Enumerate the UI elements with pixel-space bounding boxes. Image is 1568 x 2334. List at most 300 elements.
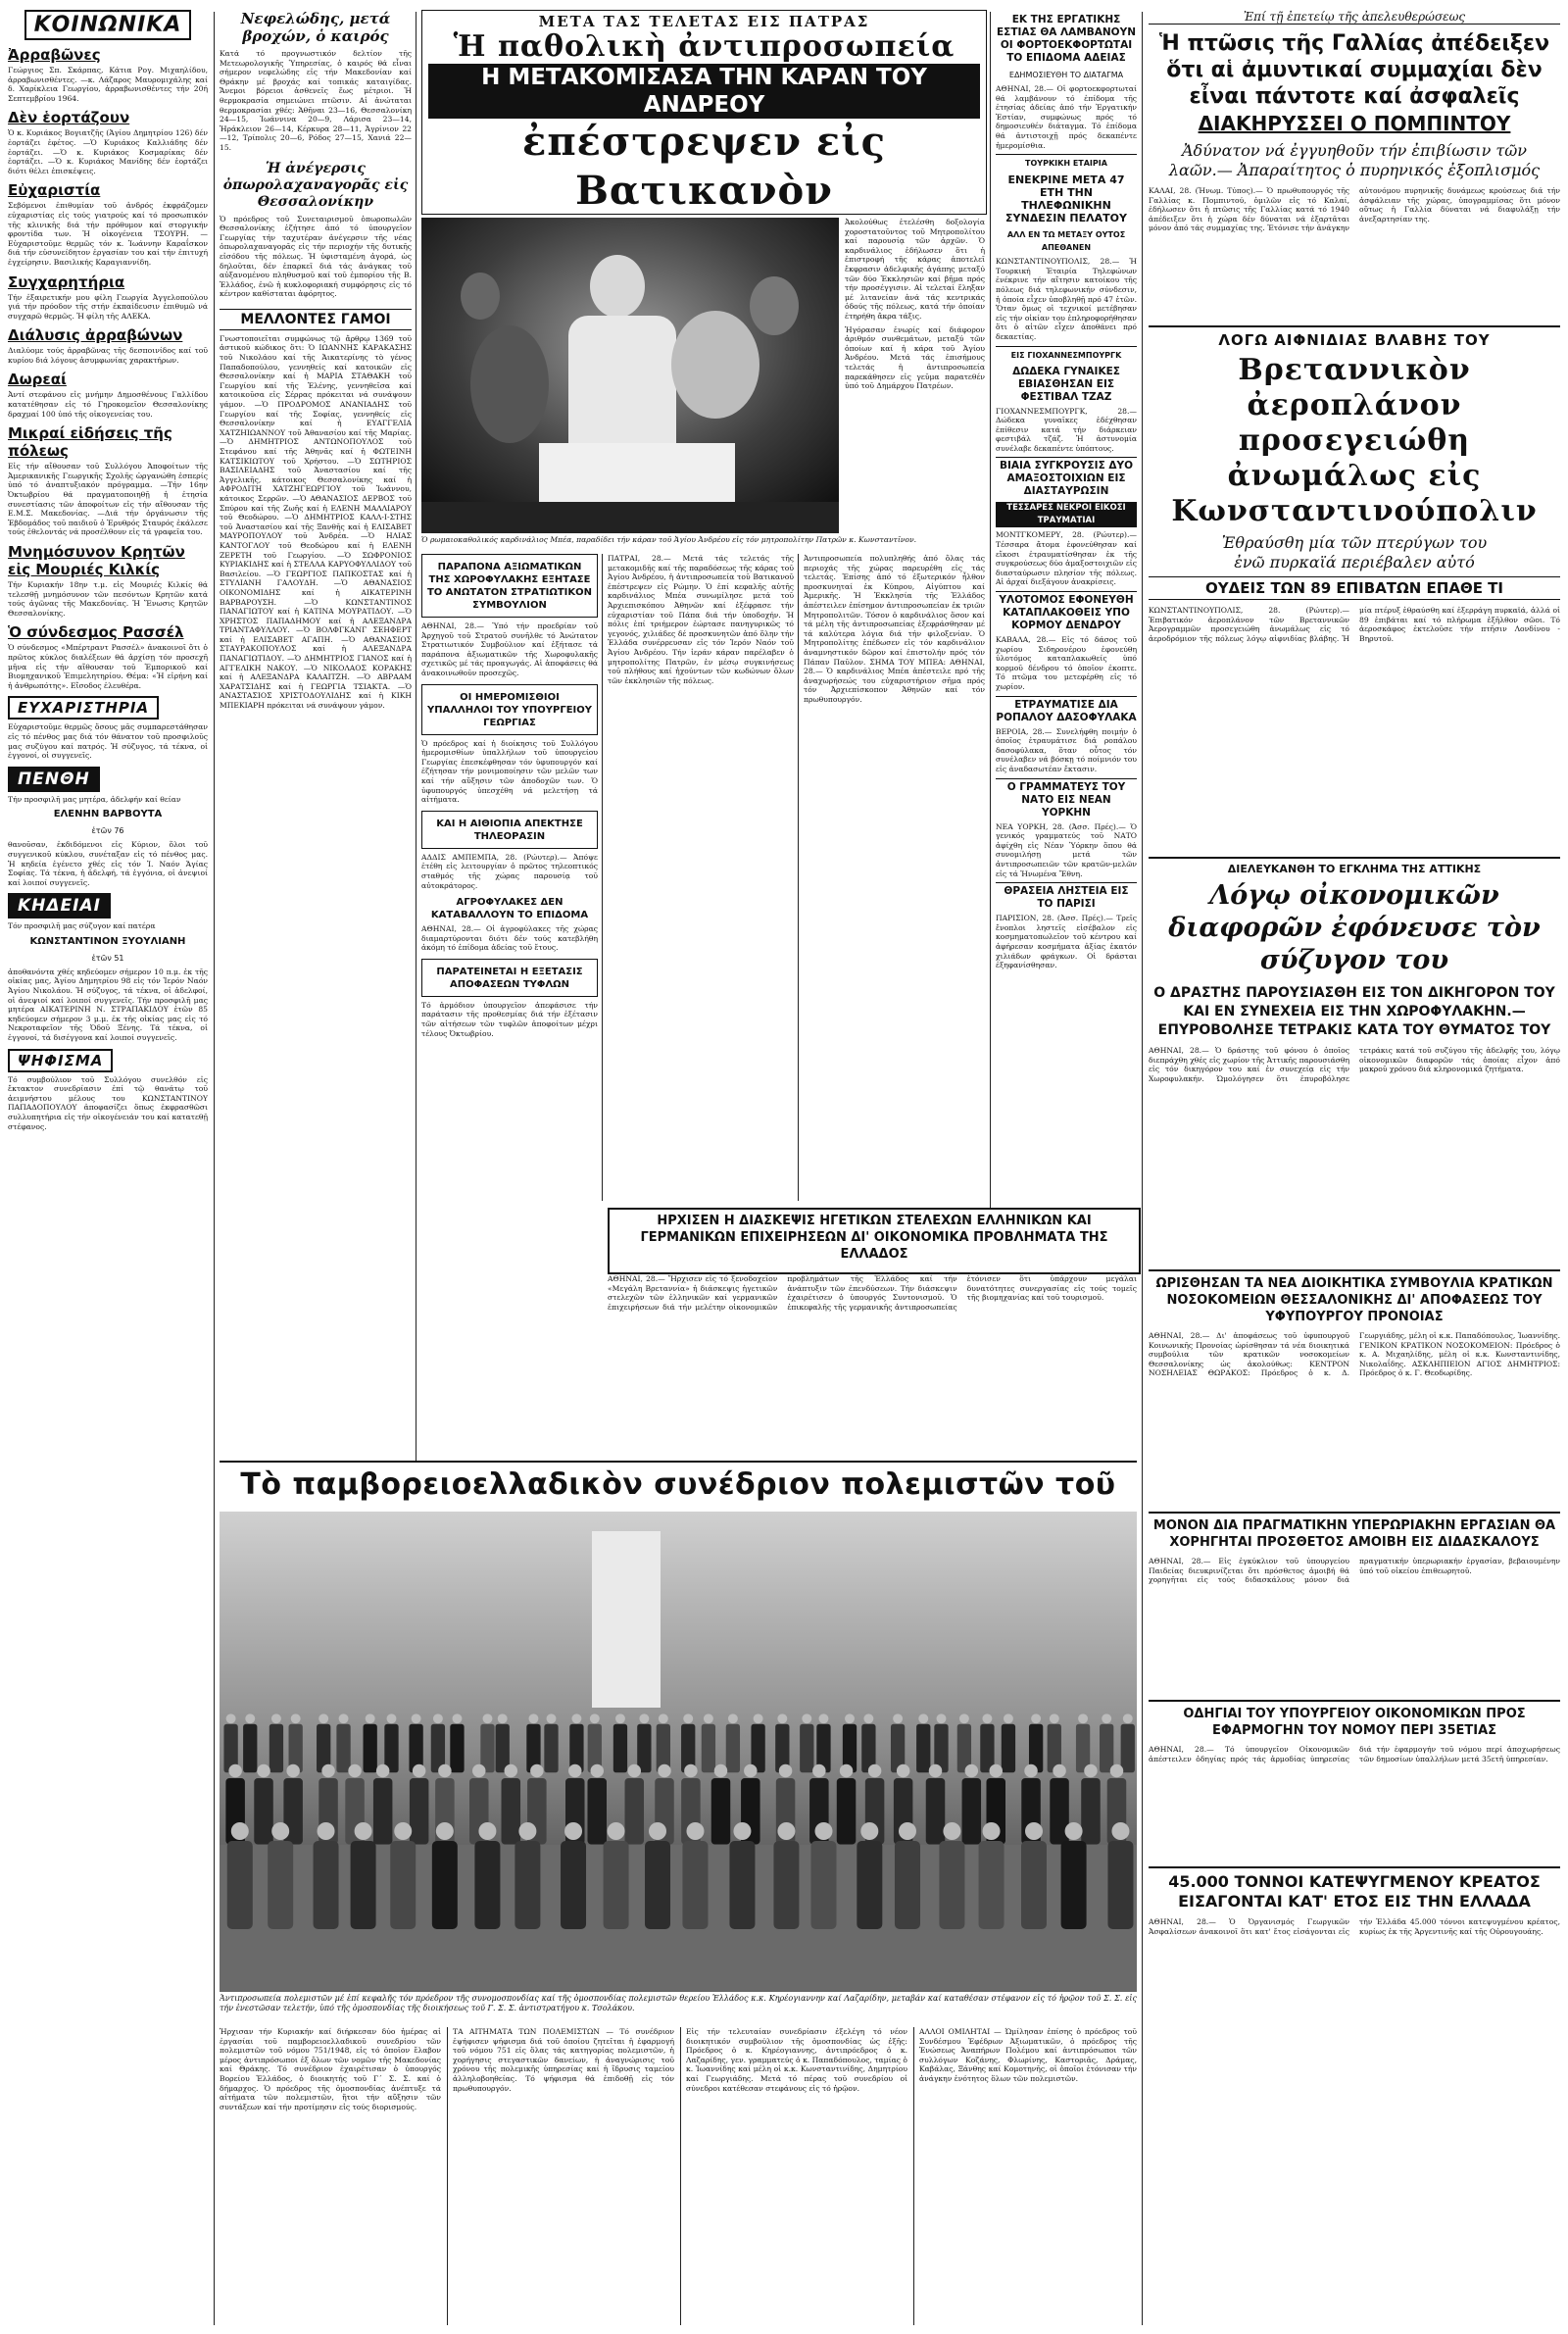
main-story-column (845, 218, 985, 533)
right-column (1149, 10, 1560, 2325)
crowd-figure-body (544, 1724, 558, 1773)
crowd-figure-body (390, 1841, 416, 1929)
crowd-figure-head (483, 1713, 493, 1723)
crowd-figure-head (899, 1822, 916, 1840)
crowd-figure-head (226, 1713, 236, 1723)
tree-title: ΥΛΟΤΟΜΟΣ ΕΦΟΝΕΥΘΗ ΚΑΤΑΠΛΑΚΟΘΕΙΣ ΥΠΟ ΚΟΡΜΟΥ ΔΕΝΔΡΟΥ (996, 591, 1137, 632)
crowd-figure-head (983, 1822, 1001, 1840)
exams-box (421, 959, 598, 997)
crowd-figure-head (819, 1713, 829, 1723)
allowance-title: ΑΓΡΟΦΥΛΑΚΕΣ ΔΕΝ ΚΑΤΑΒΑΛΛΟΥΝ ΤΟ ΕΠΙΔΟΜΑ (430, 897, 589, 921)
crowd-figure-head (530, 1764, 544, 1778)
social-section-title: Μνημόσυνον Κρητῶν εἰς Μουριές Κιλκίς (8, 543, 185, 578)
crowd-figure-head (658, 1764, 671, 1778)
veterans-col-2 (453, 2027, 674, 2325)
gendarmerie-title: ΠΑΡΑΠΟΝΑ ΑΞΙΩΜΑΤΙΚΩΝ ΤΗΣ ΧΩΡΟΦΥΛΑΚΗΣ ΕΞΗΤΑΣΕ ΤΟ ΑΝΩΤΑΤΟΝ ΣΤΡΑΤΙΩΤΙΚΟΝ ΣΥΜΒΟΥΛΙΟΝ (426, 562, 593, 611)
crowd-figure-head (498, 1713, 508, 1723)
crowd-figure-body (979, 1841, 1004, 1929)
heist-title: ΘΡΑΣΕΙΑ ΛΗΣΤΕΙΑ ΕΙΣ ΤΟ ΠΑΡΙΣΙ (996, 882, 1137, 911)
veterans-text-2: ΤΑ ΑΙΤΗΜΑΤΑ ΤΩΝ ΠΟΛΕΜΙΣΤΩΝ — Τό συνέδριον ἐψήφισεν ψήφισμα διά τοῦ ὁποίου ζητεῖται ἡ ἐφαρμογή τοῦ νόμου 751 εἰς ὅλας τάς κατηγορίας πολεμιστῶν, ἡ χορήγησις στεγαστικῶν δανείων, ἡ ἀναγνώρισις τοῦ χρόνου τῆς πολεμικῆς ὑπηρεσίας καί ἡ ἵδρυσις ταμείου ἀλληλοβοηθείας. Τό ψήφισμα θά ἐπιδοθῇ εἰς τόν πρωθυπουργόν. (453, 2027, 674, 2093)
murder-headline: Λόγῳ οἰκονομικῶν διαφορῶν ἐφόνευσε τὸν σύζυγον του (1168, 880, 1541, 975)
crowd-figure-head (571, 1713, 581, 1723)
crowd-figure-head (339, 1713, 349, 1723)
veterans-caption: Ἀντιπροσωπεία πολεμιστῶν μέ ἐπί κεφαλῆς τόν πρόεδρον τῆς συνομοσπονδίας καί τῆς ὁμοσπονδίας πολεμιστῶν θερείου Ἑλλάδος κ.κ. Κηρέογιαννην καί Λαζαρίδην, μεταβάν καί καταθέσαν στέφανον εἰς τό ἡρῷον τοῦ Σ. Σ. εἰς τήν ἐνεστῶσαν τελετήν, ὑπό τῆς ὁμοσπονδίας τῆς διοικήσεως τοῦ Γ. Σ. Σ. ἀντιστρατήγου κ. Τσολάκου. (220, 1994, 1137, 2012)
briefs-column (421, 554, 598, 1446)
women-title: ΔΩΔΕΚΑ ΓΥΝΑΙΚΕΣ ΕΒΙΑΣΘΗΣΑΝ ΕΙΣ ΦΕΣΤΙΒΑΛ ΤΖΑΖ (1012, 365, 1120, 403)
phone-text: ΚΩΝΣΤΑΝΤΙΝΟΥΠΟΛΙΣ, 28.— Ἡ Τουρκική Ἑταιρία Τηλεφώνων ἐνέκρινε τήν αἴτησιν κατοίκου τῆς πόλεως διά τηλεφωνικήν σύνδεσιν, ἡ ὁποία εἶχεν ὑποβληθῇ πρό 47 ἐτῶν. Ὅταν ὅμως οἱ τεχνικοί μετέβησαν εἰς τήν οἰκίαν του ἐπληροφορήθησαν ὅτι ὁ αἰτῶν εἶχεν ἀποθάνει πρό δεκαετίας. (996, 257, 1137, 341)
social-section-text: Ἀντί στεφάνου εἰς μνήμην Δημοσθένους Γαλλίδου κατατέθησαν εἰς τό Γηροκομεῖον Θεσσαλονίκης δραχμαί 100 ὑπό τῆς οἰκογενείας του. (8, 390, 208, 419)
law-title: ΟΔΗΓΙΑΙ ΤΟΥ ΥΠΟΥΡΓΕΙΟΥ ΟΙΚΟΝΟΜΙΚΩΝ ΠΡΟΣ ΕΦΑΡΜΟΓΗΝ ΤΟΥ ΝΟΜΟΥ ΠΕΡΙ 35ΕΤΙΑΣ (1183, 1707, 1526, 1738)
section-rule (1149, 1512, 1560, 1514)
weddings-text: Γνωστοποιεῖται συμφώνως τῷ ἄρθρῳ 1369 τοῦ ἀστικοῦ κώδικος ὅτι: Ὁ ΙΩΑΝΝΗΣ ΚΑΡΑΚΑΣΗΣ τοῦ Νικολάου καί τῆς Ἀικατερίνης τὸ γένος Παπαδοπούλου, γεννηθείς καί κατοικῶν εἰς Θεσσαλονίκην καί ἡ ΜΑΡΙΑ ΣΤΑΘΑΚΗ τοῦ Γεωργίου καί τῆς Ἑλένης, γεννηθεῖσα καί κατοικοῦσα εἰς Σέρρας πρόκειται νά συνάψουν γάμον. —Ὁ ΠΡΟΔΡΟΜΟΣ ΑΝΑΝΙΑΔΗΣ τοῦ Γεωργίου καί τῆς Σοφίας, γεννηθείς εἰς Θεσσαλονίκην καί ἡ ΕΥΑΓΓΕΛΙΑ ΧΑΤΖΗΙΩΑΝΝΟΥ τοῦ Ἀθανασίου καί τῆς Μαρίας. —Ὁ ΔΗΜΗΤΡΙΟΣ ΑΝΤΩΝΟΠΟΥΛΟΣ τοῦ Στεφάνου καί τῆς Ἀθηνᾶς καί ἡ ΦΩΤΕΙΝΗ ΚΑΤΣΙΚΙΩΤΟΥ τοῦ Χρήστου. —Ὁ ΣΩΤΗΡΙΟΣ ΒΑΣΙΛΕΙΑΔΗΣ τοῦ Ἀναστασίου καί τῆς Ἀγγελικῆς, κάτοικος Θεσσαλονίκης καί ἡ ΑΦΡΟΔΙΤΗ ΧΑΤΖΗΓΕΩΡΓΙΟΥ τοῦ Ἰωάννου, κάτοικος Σερρῶν. —Ὁ ΑΘΑΝΑΣΙΟΣ ΔΕΡΒΟΣ τοῦ Σπύρου καί τῆς Ζωῆς καί ἡ ΕΛΕΝΗ ΜΑΛΛΙΑΡΟΥ τοῦ Θεοδώρου. —Ὁ ΔΗΜΗΤΡΙΟΣ ΚΑΛΛ-Ι-ΣΤΗΣ τοῦ Ἀναστασίου καί τῆς Ξανθῆς καί ἡ ΕΛΙΣΑΒΕΤ ΜΑΥΡΟΠΟΥΛΟΥ τοῦ Ἀνδρέα. —Ὁ ΗΛΙΑΣ ΚΑΝΤΟΓΛΟΥ τοῦ Θεοδώρου καί ἡ ΕΛΕΝΗ ΖΕΡΕΤΗ τοῦ Γεωργίου. —Ὁ ΣΩΦΡΟΝΙΟΣ ΚΥΡΙΑΚΙΔΗΣ καί ἡ ΣΤΕΛΛΑ ΚΑΡΥΟΦΥΛΛΙΔΟΥ τοῦ Βασιλείου. —Ὁ ΓΕΩΡΓΙΟΣ ΠΑΠΚΟΣΤΑΣ καί ἡ ΣΤΥΛΙΑΝΗ ΓΑΛΟΥΔΗ. —Ὁ ΑΘΑΝΑΣΙΟΣ ΟΙΚΟΝΟΜΙΔΗΣ καί ἡ ΑΙΚΑΤΕΡΙΝΗ ΒΑΡΒΑΡΟΥΣΗ. —Ὁ ΚΩΝΣΤΑΝΤΙΝΟΣ ΠΑΝΑΓΙΩΤΟΥ καί ἡ ΚΑΤΙΝΑ ΜΟΥΡΑΤΙΔΟΥ. —Ὁ ΧΡΗΣΤΟΣ ΠΑΠΑΔΗΜΟΥ καί ἡ ΑΛΕΞΑΝΔΡΑ ΤΡΙΑΝΤΑΦΥΛΛΟΥ. —Ὁ ΒΟΛΦΓΚΑΝΓ ΣΕΗΦΕΡΤ καί ἡ ΕΛΙΣΑΒΕΤ ΑΓΑΠΗ. —Ὁ ΑΘΑΝΑΣΙΟΣ ΣΤΑΥΡΑΚΟΠΟΥΛΟΣ καί ἡ ΑΛΕΞΑΝΔΡΑ ΠΑΝΑΓΙΩΤΙΔΟΥ. —Ὁ ΔΗΜΗΤΡΙΟΣ ΓΙΑΝΟΣ καί ἡ ΑΓΓΕΛΙΚΗ ΝΑΚΟΥ. —Ὁ ΝΙΚΟΛΑΟΣ ΚΟΡΑΚΗΣ καί ἡ ΑΛΕΞΑΝΔΡΑ ΚΑΛΑΙΤΖΗ. —Ὁ ΑΒΡΑΑΜ ΧΑΡΑΤΣΙΔΗΣ καί ἡ ΓΕΩΡΓΙΑ ΤΣΙΑΚΤΑ. —Ὁ ΑΝΑΣΤΑΣΙΟΣ ΧΡΙΣΤΟΔΟΥΛΙΔΗΣ καί ἡ ΚΙΚΗ ΜΠΕΚΙΑΡΗ πρόκειται νά συνάψουν γάμον. (220, 333, 412, 711)
plane-headline: Βρεταννικὸν ἀεροπλάνον προσεγειώθη ἀνωμάλως εἰς Κωνσταντινούπολιν (1171, 353, 1538, 528)
crowd-figure-head (366, 1713, 375, 1723)
cardinal-photo-image (421, 218, 839, 533)
social-section-title: Μικραί εἰδήσεις τῆς πόλεως (8, 424, 172, 461)
meat-text: ΑΘΗΝΑΙ, 28.— Ὁ Ὀργανισμός Γεωργικῶν Ἀσφαλίσεων ἀνακοινοῖ ὅτι κατ' ἔτος εἰσάγονται εἰς τήν Ἑλλάδα 45.000 τόννοι κατεψυγμένου κρέατος, κυρίως ἐκ τῆς Ἀργεντινῆς καί τῆς Οὐρουγουάης. (1149, 1917, 1560, 1936)
veterans-caption-block (220, 1994, 1137, 2023)
statue-text: Ἠγόρασαν ἐνωρίς καί διάφορον ἀριθμόν συνθεμάτων, μεταξύ τῶν ὁποίων καί ἡ κάρα τοῦ Ἁγίου Ἀνδρέου. Μετά τάς ἐπισήμους τελετάς ἡ ἀντιπροσωπεία παρεκάθησεν εἰς γεῦμα παρατεθέν ὑπό τοῦ Δημάρχου Πατρέων. (845, 324, 985, 391)
mourning-label: ΠΕΝΘΗ (8, 767, 100, 792)
crowd-figure-head (505, 1764, 518, 1778)
main-headline-block-2 (421, 118, 987, 215)
phone-sub: ΑΛΛ ΕΝ ΤΩ ΜΕΤΑΞΥ ΟΥΤΟΣ ΑΠΕΘΑΝΕΝ (1006, 230, 1126, 253)
crash-text: ΜΟΝΤΓΚΟΜΕΡΥ, 28. (Ρώυτερ).— Τέσσαρα ἄτομα ἐφονεύθησαν καί εἴκοσι ἐτραυματίσθησαν ἐκ τῆς συγκρούσεως δύο ἀμαξοστοιχιῶν εἰς διασταύρωσιν πλησίον τῆς πόλεως. Αἱ ἀρχαί διεξάγουν ἀνακρίσεις. (996, 530, 1137, 587)
social-section-title: Ἀρραβῶνες (8, 46, 101, 64)
column-rule (1142, 12, 1143, 2325)
germans-title: ΗΡΧΙΣΕΝ Η ΔΙΑΣΚΕΨΙΣ ΗΓΕΤΙΚΩΝ ΣΤΕΛΕΧΩΝ ΕΛΛΗΝΙΚΩΝ ΚΑΙ ΓΕΡΜΑΝΙΚΩΝ ΕΠΙΧΕΙΡΗΣΕΩΝ ΔΙ' ΟΙΚΟΝΟΜΙΚΑ ΠΡΟΒΛΗΜΑΤΑ ΤΗΣ ΕΛΛΑΔΟΣ (640, 1214, 1108, 1262)
crowd-figure-body (314, 1841, 339, 1929)
social-section-text: Τήν Κυριακήν 18ην τ.μ. εἰς Μουριές Κιλκίς θά τελεσθῇ μνημόσυνον τῶν πεσόντων Κρητῶν κατά τούς ἀγῶνας τῆς Μακεδονίας. Ἡ Ἕνωσις Κρητῶν Θεσσαλονίκης. (8, 580, 208, 618)
crowd-figure-head (231, 1822, 249, 1840)
crowd-figure-head (868, 1764, 882, 1778)
main-headline-2: Η ΜΕΤΑΚΟΜΙΣΑΣΑ ΤΗΝ ΚΑΡΑΝ ΤΟΥ ΑΝΔΡΕΟΥ (428, 64, 980, 119)
turkey-title: ΤΟΥΡΚΙΚΗ ΕΤΑΙΡΙΑ (996, 154, 1137, 170)
crowd-figure-head (1065, 1822, 1083, 1840)
crowd-figure-head (1025, 1822, 1043, 1840)
crowd-figure-head (802, 1713, 811, 1723)
exams-text: Τό ἁρμόδιον ὑπουργεῖον ἀπεφάσισε τήν παράτασιν τῆς προθεσμίας διά τήν ἐξέτασιν τῶν αἰτήσεων τῶν τυφλῶν ἀποφοίτων μέχρι τέλους Ὀκτωβρίου. (421, 1000, 598, 1038)
social-section-text: Εἰς τήν αἴθουσαν τοῦ Συλλόγου Ἀποφοίτων τῆς Ἀμερικανικῆς Γεωργικῆς Σχολῆς ὡργανώθη ἑσπερίς ὑπό τό ἀναπτυξιακόν πρόγραμμα. —Τήν 16ην Ὀκτωβρίου θά πραγματοποιηθῇ ἡ ἐτησία συνεστίασις τῶν ἀποφοίτων εἰς τήν αἴθουσαν τῆς Ε.Μ.Σ. Μακεδονίας. —Διά τήν ὀργάνωσιν τῆς Ἑβδομάδος τοῦ παιδιοῦ ὁ Ἐρυθρός Σταυρός ἐκάλεσε τούς ἐθελοντάς νά προσέλθουν εἰς τά γραφεῖα του. (8, 462, 208, 537)
crowd-figure-body (857, 1841, 882, 1929)
france-deck: Ἀδύνατον νά ἐγγυηθοῦν τήν ἐπιβίωσιν τῶν λαῶν.— Ἀπαραίτητος ὁ πυρηνικός ἐξοπλισμός (1168, 141, 1541, 179)
crowd-figure-head (1050, 1713, 1059, 1723)
column-rule (798, 554, 799, 1201)
murder-text: ΑΘΗΝΑΙ, 28.— Ὁ δράστης τοῦ φόνου ὁ ὁποῖος διεπράχθη χθές εἰς χωρίον τῆς Ἀττικῆς παρουσιάσθη εἰς τόν δικηγόρον του καί ἐν συνεχείᾳ εἰς τήν Χωροφυλακήν. Ὡμολόγησεν ὅτι ἐπυροβόλησε τετράκις κατά τοῦ συζύγου τῆς ἀδελφῆς του, λόγῳ οἰκονομικῶν διαφορῶν τάς ὁποίας εἶχον ἀπό μακροῦ χρόνου διά κληρονομικά ζητήματα. (1149, 1046, 1560, 1083)
crowd-figure-body (254, 1778, 273, 1845)
crowd-figure-head (893, 1713, 903, 1723)
crowd-figure-body (373, 1778, 393, 1845)
crowd-figure-head (863, 1713, 873, 1723)
workers-text: ΑΘΗΝΑΙ, 28.— Οἱ φορτοεκφορτωταί θά λαμβάνουν τό ἐπίδομα τῆς ἐτησίας ἀδείας ἀπό τήν Ἐργατικήν Ἑστίαν, συμφώνως πρός τό δημοσιευθέν διάταγμα. Τό ἐπίδομα θά ἀντιστοιχῇ πρός δεκαπέντε ἡμερομίσθια. (996, 84, 1137, 150)
mourning-age: ἐτῶν 76 (91, 826, 124, 836)
france-kicker: Ἐπί τῇ ἐπετείῳ τῆς ἀπελευθερώσεως (1149, 10, 1560, 25)
crowd-figure-body (432, 1841, 458, 1929)
crowd-figure-head (608, 1822, 625, 1840)
crowd-figure-body (773, 1841, 799, 1929)
nato-title: Ο ΓΡΑΜΜΑΤΕΥΣ ΤΟΥ ΝΑΤΟ ΕΙΣ ΝΕΑΝ ΥΟΡΚΗΝ (996, 778, 1137, 819)
daily-box (421, 684, 598, 735)
crowd-figure-head (628, 1764, 642, 1778)
column-rule (680, 2027, 681, 2325)
crowd-figure-head (733, 1822, 751, 1840)
mourning-body: θανοῦσαν, ἐκδιδόμενοι εἰς Κύριον, ὅλοι τοῦ συγγενικοῦ κύκλου, συνέταξαν εἰς τό πένθος μας. Ἡ κηδεία ἐγένετο χθές εἰς τόν Ἱ. Ναόν Ἁγίας Σοφίας. Τά τέκνα, ἡ ἀδελφή, τά ἐγγόνια, οἱ ἀνεψιοί καί λοιποί συγγενεῖς. (8, 840, 208, 887)
crowd-figure-body (227, 1841, 253, 1929)
veterans-col-4 (919, 2027, 1137, 2325)
plane-text: ΚΩΝΣΤΑΝΤΙΝΟΥΠΟΛΙΣ, 28. (Ρώυτερ).— Ἐπιβατικόν ἀεροπλάνον τῶν Βρεταννικῶν Ἀερογραμμῶν προσεγειώθη ἀνωμάλως εἰς τό ἀεροδρόμιον τῆς πόλεως λόγῳ αἰφνιδίας βλάβης. Ἡ μία πτέρυξ ἐθραύσθη καί ἐξερράγη πυρκαϊά, ἀλλά οἱ 89 ἐπιβάται καί τό πλήρωμα ἐξῆλθον σῶοι. Τό ἀεροσκάφος ἐκτελοῦσε τήν πτῆσιν Λονδίνου - Βηρυτοῦ. (1149, 606, 1560, 643)
photo-caption: Ὁ ρωμαιοκαθολικός καρδινάλιος Μπέα, παραδίδει τήν κάραν τοῦ Ἁγίου Ἀνδρέου εἰς τόν μητροπολίτην Πατρῶν κ. Κωνσταντῖνον. (421, 535, 917, 544)
law-story (1149, 1745, 1560, 1862)
column-rule (447, 2027, 448, 2325)
crowd-figure-head (518, 1822, 536, 1840)
nato-text: ΝΕΑ ΥΟΡΚΗ, 28. (Ἀσσ. Πρές).— Ὁ γενικός γραμματεύς τοῦ ΝΑΤΟ ἀφίχθη εἰς Νέαν Ὑόρκην ὅπου θά συνομιλήσῃ μετά τῶν ἀντιπροσωπειῶν τῶν κρατῶν-μελῶν εἰς τά Ἡνωμένα Ἔθνη. (996, 821, 1137, 878)
crowd-figure-body (729, 1841, 755, 1929)
veterans-text-1: Ἠρχισαν τήν Κυριακήν καί διήρκεσαν δύο ἡμέρας αἱ ἐργασίαι τοῦ παμβορειοελλαδικοῦ συνεδρίου τῶν πολεμιστῶν τοῦ νόμου 751/1948, εἰς τό ὁποῖον ἔλαβον μέρος ἀντιπρόσωποι ἐξ ὅλων τῶν νομῶν τῆς Μακεδονίας καί Θράκης. Τό συνέδριον ἐχαιρέτισαν ὁ ὑπουργός Βορείου Ἑλλάδος, ὁ διοικητής τοῦ Γ΄ Σ. Σ. καί ὁ δήμαρχος. Ὁ πρόεδρος τῆς ὁμοσπονδίας ἀνέπτυξε τά αἰτήματα τῶν πολεμιστῶν, ἤτοι τήν αὔξησιν τῶν συντάξεων καί τήν προτίμησιν εἰς τούς διορισμούς. (220, 2027, 441, 2111)
weather-column (220, 10, 412, 1461)
news-briefs-column (996, 10, 1137, 1206)
hospitals-text: ΑΘΗΝΑΙ, 28.— Δι' ἀποφάσεως τοῦ ὑφυπουργοῦ Κοινωνικῆς Προνοίας ὡρίσθησαν τά νέα διοικητικά συμβούλια τῶν κρατικῶν νοσοκομείων Θεσσαλονίκης ὡς ἀκολούθως: ΚΕΝΤΡΟΝ ΝΟΣΗΛΕΙΑΣ ΘΩΡΑΚΟΣ: Πρόεδρος ὁ κ. Δ. Γεωργιάδης, μέλη οἱ κ.κ. Παπαδόπουλος, Ἰωαννίδης. ΓΕΝΙΚΟΝ ΚΡΑΤΙΚΟΝ ΝΟΣΟΚΟΜΕΙΟΝ: Πρόεδρος ὁ κ. Α. Μιχαηλίδης, μέλη οἱ κ.κ. Κωνσταντινίδης, Νικολαΐδης. ΑΣΚΛΗΠΙΕΙΟΝ ΑΓΙΟΣ ΔΗΜΗΤΡΙΟΣ: Πρόεδρος ὁ κ. Γ. Θεοδωρίδης. (1149, 1331, 1560, 1378)
social-section-title: Δὲν ἑορτάζουν (8, 109, 130, 127)
teachers-text: ΑΘΗΝΑΙ, 28.— Εἰς ἐγκύκλιον τοῦ ὑπουργείου Παιδείας διευκρινίζεται ὅτι πρόσθετος ἀμοιβή θά χορηγῆται εἰς τούς διδασκάλους μόνον διά πραγματικήν ὑπερωριακήν ἐργασίαν, βεβαιουμένην ὑπό τοῦ οἰκείου ἐπιθεωρητοῦ. (1149, 1557, 1560, 1585)
plane-deck-2: ἐνῶ πυρκαϊά περιέβαλεν αὐτό (1234, 553, 1475, 571)
social-section-title: Διάλυσις ἀρραβώνων (8, 326, 183, 345)
crowd-figure-head (245, 1713, 255, 1723)
meat-story (1149, 1917, 1560, 2064)
crowd-figure-head (472, 1764, 486, 1778)
crowd-figure-head (318, 1822, 335, 1840)
crowd-figure-head (271, 1713, 281, 1723)
weather-title: Νεφελώδης, μετά βροχών, ὁ καιρός (240, 10, 391, 45)
market-title: Ἡ ἀνέγερσις ὀπωρολαχαναγορᾶς εἰς Θεσσαλονίκην (222, 160, 409, 210)
crowd-figure-head (714, 1764, 728, 1778)
hospitals-story (1149, 1331, 1560, 1508)
crowd-figure-head (982, 1713, 992, 1723)
crowd-figure-body (336, 1724, 350, 1773)
section-rule (1149, 1700, 1560, 1702)
crowd-figure-head (918, 1713, 928, 1723)
exams-title: ΠΑΡΑΤΕΙΝΕΤΑΙ Η ΕΞΕΤΑΣΙΣ ΑΠΟΦΑΣΕΩΝ ΤΥΦΛΩΝ (436, 966, 583, 990)
veterans-photo-image (220, 1512, 1137, 1992)
main-headline-3: ἐπέστρεψεν εἰς Βατικανὸν (522, 119, 886, 214)
crowd-figure-head (436, 1822, 454, 1840)
funeral-label: ΚΗΔΕΙΑΙ (8, 893, 111, 919)
crowd-figure-head (683, 1713, 693, 1723)
crowd-figure-body (613, 1724, 627, 1773)
crowd-figure-head (728, 1713, 738, 1723)
crowd-figure-body (962, 1778, 982, 1845)
crowd-figure-head (590, 1713, 600, 1723)
crowd-figure-body (682, 1841, 708, 1929)
crowd-figure-body (1021, 1841, 1047, 1929)
crowd-figure-head (1110, 1764, 1124, 1778)
arrest-text: ΒΕΡΟΙΑ, 28.— Συνελήφθη ποιμήν ὁ ὁποῖος ἐτραυμάτισε διά ροπάλου δασοφύλακα, ὅταν οὗτος τόν συνέλαβεν νά βόσκῃ τό ποίμνιόν του εἰς ἀναδασωτέαν ἔκτασιν. (996, 726, 1137, 773)
social-section-text: Γεώργιος Σπ. Σκάρπας, Κάτια Ρογ. Μιχαηλίδου, ἀρραβωνισθέντες. —κ. Λάζαρος Μαυρομιχάλης καί δ. Χαρίκλεια Γεωργίου, ἀρραβωνισθέντες τήν 20ή Σεπτεμβρίου 1964. (8, 66, 208, 103)
crowd-figure-head (590, 1764, 604, 1778)
crowd-figure-head (1078, 1713, 1088, 1723)
crowd-figure-head (318, 1713, 328, 1723)
murder-kicker: ΔΙΕΛΕΥΚΑΝΘΗ ΤΟ ΕΓΚΛΗΜΑ ΤΗΣ ΑΤΤΙΚΗΣ (1227, 863, 1482, 875)
weather-text: Κατά τό προγνωστικόν δελτίον τῆς Μετεωρολογικῆς Ὑπηρεσίας, ὁ καιρός θά εἶναι σήμερον νεφελώδης εἰς τήν Μακεδονίαν καί Θράκην μέ βροχάς καί τοπικάς καταιγίδας. Ἄνεμοι βόρειοι ἀσθενεῖς ἕως μέτριοι. Ἡ θερμοκρασία σημειώνει πτῶσιν. Αἱ ἀνώταται θερμοκρασίαι χθές: Ἀθῆναι 23—16, Θεσσαλονίκη 24—15, Ἰωάννινα 20—9, Λάρισα 23—14, Ἡράκλειον 26—14, Κέρκυρα 28—11, Ἀγρίνιον 22—12, Τρίπολις 20—6, Ρόδος 27—15, Χανιά 22—15. (220, 49, 412, 152)
plane-deck-1: Ἐθραύσθη μία τῶν πτερύγων του (1221, 533, 1488, 552)
crowd-figure-body (1107, 1841, 1133, 1929)
crowd-figure-head (812, 1764, 826, 1778)
resolution-text: Τό συμβούλιον τοῦ Συλλόγου συνελθόν εἰς ἔκτακτον συνεδρίασιν ἐπί τῷ θανάτῳ τοῦ ἀειμνήστου μέλους του ΚΩΝΣΤΑΝΤΙΝΟΥ ΠΑΠΑΔΟΠΟΥΛΟΥ ἀποφασίζει ὅπως ἐκφρασθῶσι συλλυπητήρια εἰς τήν οἰκογένειάν του καί κατατεθῇ στέφανος. (8, 1074, 208, 1131)
main-story-a: ΠΑΤΡΑΙ, 28.— Μετά τάς τελετάς τῆς μετακομιδῆς καί τῆς παραδόσεως τῆς κάρας τοῦ Ἁγίου Ἀνδρέου, ἡ ἀντιπροσωπεία τοῦ Βατικανοῦ ἐπέστρεψεν εἰς Ρώμην. Ὁ ἐπί κεφαλῆς αὐτῆς καρδινάλιος Μπέα συνωμίλησε μετά τοῦ Ἀρχιεπισκόπου Ἀθηνῶν καί ἐξέφρασε τήν εὐχαριστίαν τοῦ Πάπα διά τήν ὑποδοχήν. Ἡ πόλις ἐπί τριήμερον ἐώρτασε πανηγυρικῶς τό γεγονός, χιλιάδες δέ προσκυνητῶν ἀπό ὅλην τήν Ἑλλάδα συνέρρευσαν εἰς τόν Ἱερόν Ναόν τοῦ Ἁγίου Ἀνδρέου. Τήν ἱεράν κάραν παρέλαβεν ὁ μητροπολίτης Πατρῶν, ἐν μέσῳ συγκινήσεως τοῦ πλήθους καί ἠχούντων τῶν κωδώνων ὅλων τῶν ἐκκλησιῶν τῆς πόλεως. (608, 554, 794, 685)
workers-sub: ΕΔΗΜΟΣΙΕΥΘΗ ΤΟ ΔΙΑΤΑΓΜΑ (1008, 71, 1124, 79)
section-rule (1149, 1866, 1560, 1868)
weddings-title: ΜΕΛΛΟΝΤΕΣ ΓΑΜΟΙ (220, 309, 412, 330)
photo-caption-block (421, 535, 985, 549)
crowd-figure-body (243, 1724, 257, 1773)
crowd-figure-head (929, 1764, 943, 1778)
germans-headline-box (608, 1208, 1141, 1274)
crowd-figure-body (351, 1841, 376, 1929)
crowd-figure-head (965, 1764, 979, 1778)
crowd-figure-head (659, 1713, 668, 1723)
crowd-figure-head (478, 1822, 496, 1840)
crowd-figure-body (450, 1724, 464, 1773)
main-kicker: ΜΕΤΑ ΤΑΣ ΤΕΛΕΤΑΣ ΕΙΣ ΠΑΤΡΑΣ (538, 13, 870, 30)
murder-subhead: Ο ΔΡΑΣΤΗΣ ΠΑΡΟΥΣΙΑΣΘΗ ΕΙΣ ΤΟΝ ΔΙΚΗΓΟΡΟΝ ΤΟΥ ΚΑΙ ΕΝ ΣΥΝΕΧΕΙΑ ΕΙΣ ΤΗΝ ΧΩΡΟΦΥΛΑΚΗΝ.— ΕΠΥΡΟΒΟΛΗΣΕ ΤΕΤΡΑΚΙΣ ΚΑΤΑ ΤΟΥ ΘΥΜΑΤΟΣ ΤΟΥ (1153, 985, 1555, 1038)
main-headline-1: Ἡ παθολικὴ ἀντιπροσωπεία (453, 29, 956, 64)
crowd-figure-head (453, 1713, 463, 1723)
gendarmerie-box (421, 554, 598, 618)
crowd-figure-head (271, 1822, 289, 1840)
crowd-figure-body (980, 1724, 994, 1773)
heist-text: ΠΑΡΙΣΙΟΝ, 28. (Ἀσσ. Πρές).— Τρεῖς ἔνοπλοι ληστεῖς εἰσέβαλον εἰς κοσμηματοπωλεῖον τοῦ κέντρου καί ἀφήρεσαν κοσμήματα ἀξίας ἑκατόν χιλιάδων φράγκων. Οἱ δράσται ἐξηφανίσθησαν. (996, 914, 1137, 970)
france-text: ΚΑΛΑΙ, 28. (Ἠνωμ. Τύπος).— Ὁ πρωθυπουργός τῆς Γαλλίας κ. Πομπιντού, ὁμιλῶν εἰς τό Καλαί, ἐδήλωσεν ὅτι ἡ πτῶσις τῆς Γαλλίας κατά τό 1940 ἀπέδειξεν ὅτι ἡ χώρα δέν δύναται νά ἐξαρτᾶται μόνον ἀπό τάς συμμαχίας της. Ἐτόνισε τήν ἀνάγκην αὐτονόμου πυρηνικῆς δυνάμεως κρούσεως διά τήν ἀσφάλειαν τῆς χώρας, ὑπογραμμίσας ὅτι μόνον οὕτως ἡ Γαλλία δύναται νά διαφυλάξῃ τήν ἀνεξαρτησίαν της. (1149, 186, 1560, 233)
social-section-text: Ὁ σύνδεσμος «Μπέρτραντ Ρασσέλ» ἀνακοινοῖ ὅτι ὁ πρῶτος κύκλος διαλέξεων θά ἀρχίσῃ τόν προσεχῆ μῆνα εἰς τήν αἴθουσαν τοῦ Ἐμπορικοῦ καί Βιομηχανικοῦ Ἐπιμελητηρίου. Θέμα: «Ἡ εἰρήνη καί ἡ ἀνθρωπότης». Εἴσοδος ἐλευθέρα. (8, 643, 208, 690)
crowd-figure-body (637, 1724, 651, 1773)
column-rule (602, 554, 603, 1201)
crowd-figure-body (474, 1841, 500, 1929)
crowd-figure-head (754, 1713, 763, 1723)
crowd-figure-head (744, 1764, 758, 1778)
crowd-figure-head (412, 1713, 421, 1723)
main-story-mid: Ἀντιπροσωπεία πολυπληθής ἀπό ὅλας τάς περιοχάς τῆς χώρας παρευρέθη εἰς τάς τελετάς. Ἐπίσης ἀπό τό ἐξωτερικόν ἦλθον προσκυνηταί ἐκ Κύπρου, Αἰγύπτου καί Ἀμερικῆς. Ἡ Ἐκκλησία τῆς Ἑλλάδος ἀπέστειλεν ἐπίσημον ἀντιπροσωπείαν ἐκ τριῶν Μητροπολιτῶν. Τόσον ὁ καρδινάλιος ὅσον καί τά μέλη τῆς ἀντιπροσωπείας ἐξεφράσθησαν μέ τά καλύτερα λόγια διά τήν φιλοξενίαν. Ὁ Μητροπολίτης ἐπέδωσεν εἰς τόν καρδινάλιον ἀναμνηστικόν δῶρον καί ἐπιστολήν πρός τόν Πάπαν Παῦλον. ΣΗΜΑ ΤΟΥ ΜΠΕΑ: ΑΘΗΝΑΙ, 28.— Ὁ καρδινάλιος Μπέα ἀπέστειλε πρό τῆς ἀναχωρήσεώς του εὐχαριστήριον σῆμα πρός τόν Ἀρχιεπίσκοπον Ἀθηνῶν καί τόν πρωθυπουργόν. (804, 554, 985, 704)
social-column (8, 10, 208, 2325)
teachers-story (1149, 1557, 1560, 1696)
crowd-figure-head (529, 1713, 539, 1723)
social-section-title: Εὐχαριστία (8, 181, 101, 200)
gendarmerie-text: ΑΘΗΝΑΙ, 28.— Ὑπό τήν προεδρίαν τοῦ Ἀρχηγοῦ τοῦ Στρατοῦ συνῆλθε τό Ἀνώτατον Στρατιωτικόν Συμβούλιον καί ἐξήτασε τά παράπονα ἀξιωματικῶν τῆς Χωροφυλακῆς σχετικῶς μέ τάς προαγωγάς. Αἱ ἀποφάσεις θά ἀνακοινωθοῦν προσεχῶς. (421, 621, 598, 677)
main-headline-block (421, 10, 987, 119)
crowd-figure-head (286, 1764, 300, 1778)
market-text: Ὁ πρόεδρος τοῦ Συνεταιρισμοῦ ὀπωροπωλῶν Θεσσαλονίκης ἐζήτησε ἀπό τό ὑπουργεῖον Γεωργίας τήν ταχυτέραν ἀνέγερσιν τῆς νέας ὀπωρολαχαναγορᾶς εἰς τήν περιοχήν τῆς δυτικῆς εἰσόδου τῆς πόλεως. Ἡ ὑφισταμένη ἀγορά, ὡς δηλοῦται, δέν ἐπαρκεῖ διά τάς ἀνάγκας τοῦ αὐξανομένου πληθυσμοῦ καί τοῦ ἐμπορίου τῆς Β. Ἑλλάδος, ἐνῶ ἡ κυκλοφοριακή συμφόρησις εἰς τό κέντρον καθίσταται ἀφόρητος. (220, 214, 412, 299)
workers-title: ΕΚ ΤΗΣ ΕΡΓΑΤΙΚΗΣ ΕΣΤΙΑΣ ΘΑ ΛΑΜΒΑΝΟΥΝ ΟΙ ΦΟΡΤΟΕΚΦΟΡΤΩΤΑΙ ΤΟ ΕΠΙΔΟΜΑ ΑΔΕΙΑΣ (996, 14, 1136, 64)
crowd-figure-body (800, 1724, 813, 1773)
crowd-figure-head (779, 1764, 793, 1778)
crowd-figure-head (355, 1822, 372, 1840)
funeral-age: ἐτῶν 51 (91, 953, 124, 963)
crowd-figure-head (684, 1764, 698, 1778)
social-label: ΚΟΙΝΩΝΙΚΑ (24, 10, 192, 40)
daily-text: Ὁ πρόεδρος καί ἡ διοίκησις τοῦ Συλλόγου ἡμερομισθίων ὑπαλλήλων τοῦ ὑπουργείου Γεωργίας ἐπεσκέφθησαν τόν ὑφυπουργόν καί ἐζήτησαν τήν μονιμοποίησιν τῶν μελῶν των καί τήν αὔξησιν τῶν ἀποδοχῶν των. Ὁ ὑφυπουργός ὑπεσχέθη νά μελετήσῃ τά αἰτήματα. (421, 738, 598, 805)
france-story (1149, 186, 1560, 322)
crowd-figure-head (433, 1713, 443, 1723)
france-subhead: ΔΙΑΚΗΡΥΣΣΕΙ Ο ΠΟΜΠΙΝΤΟΥ (1198, 112, 1511, 135)
crowd-figure-head (704, 1713, 713, 1723)
crowd-figure-body (364, 1724, 377, 1773)
crowd-figure-head (943, 1822, 960, 1840)
crowd-figure-head (564, 1822, 582, 1840)
crowd-figure-body (1100, 1724, 1113, 1773)
crowd-figure-body (837, 1778, 857, 1845)
crowd-figure-head (615, 1713, 625, 1723)
social-sections (8, 46, 208, 690)
crowd-figure-body (268, 1841, 293, 1929)
column-rule (214, 12, 215, 2325)
tree-text: ΚΑΒΑΛΑ, 28.— Εἰς τό δάσος τοῦ χωρίου Σιδηρονέρου ἐφονεύθη ὑλοτόμος καταπλακωθείς ὑπό κορμοῦ δένδρου τό ὁποῖον ἐκοπτε. Τό πτῶμα του μετεφέρθη εἰς τό χωρίον. (996, 635, 1137, 691)
crowd-figure-head (1053, 1764, 1066, 1778)
crowd-figure-head (777, 1822, 795, 1840)
crowd-figure-body (895, 1841, 920, 1929)
crash-sub: ΤΕΣΣΑΡΕΣ ΝΕΚΡΟΙ ΕΙΚΟΣΙ ΤΡΑΥΜΑΤΙΑΙ (996, 502, 1137, 527)
funeral-text: Τόν προσφιλῆ μας σύζυγον καί πατέρα (8, 921, 156, 931)
social-section-title: Δωρεαί (8, 371, 67, 389)
crowd-figure-head (897, 1764, 910, 1778)
hospitals-title: ΩΡΙΣΘΗΣΑΝ ΤΑ ΝΕΑ ΔΙΟΙΚΗΤΙΚΑ ΣΥΜΒΟΥΛΙΑ ΚΡΑΤΙΚΩΝ ΝΟΣΟΚΟΜΕΙΩΝ ΘΕΣΣΑΛΟΝΙΚΗΣ ΔΙ' ΑΠΟΦΑΣΕΩΣ ΤΟΥ ΥΦΥΠΟΥΡΓΟΥ ΠΡΟΝΟΙΑΣ (1155, 1276, 1553, 1324)
funeral-name: ΚΩΝΣΤΑΝΤΙΝΟΝ ΞΥΟΥΛΙΑΝΗ (29, 935, 186, 947)
mourning-name: ΕΛΕΝΗΝ ΒΑΡΒΟΥΤΑ (53, 809, 163, 820)
veterans-photo (220, 1512, 1137, 1992)
crowd-figure-head (649, 1822, 666, 1840)
section-rule (1149, 1269, 1560, 1271)
germans-story (608, 1274, 1137, 1451)
crowd-figure-head (291, 1713, 301, 1723)
crowd-figure-body (916, 1724, 930, 1773)
resolution-label: ΨΗΦΙΣΜΑ (8, 1049, 113, 1072)
thanks-label: ΕΥΧΑΡΙΣΤΗΡΙΑ (8, 696, 159, 720)
mourning-text: Τήν προσφιλῆ μας μητέρα, ἀδελφήν καί θείαν (8, 794, 181, 804)
crowd-figure-head (348, 1764, 362, 1778)
veterans-col-3 (686, 2027, 907, 2325)
ethiopia-box (421, 811, 598, 849)
daily-title: ΟΙ ΗΜΕΡΟΜΙΣΘΙΟΙ ΥΠΑΛΛΗΛΟΙ ΤΟΥ ΥΠΟΥΡΓΕΙΟΥ ΓΕΩΡΓΙΑΣ (426, 691, 593, 728)
law-text: ΑΘΗΝΑΙ, 28.— Τό ὑπουργεῖον Οἰκονομικῶν ἀπέστειλεν ὁδηγίας πρός τάς ἁρμοδίας ὑπηρεσίας διά τήν ἐφαρμογήν τοῦ νόμου περί ἀποχωρήσεως τῶν δημοσίων ὑπαλλήλων μετά 35ετῆ ὑπηρεσίαν. (1149, 1745, 1560, 1763)
crowd-figure-head (777, 1713, 787, 1723)
veterans-text-3: Εἰς τήν τελευταίαν συνεδρίασιν ἐξελέγη τό νέον διοικητικόν συμβούλιον τῆς ὁμοσπονδίας ὡς ἑξῆς: Πρόεδρος ὁ κ. Κηρέογιαννης, ἀντιπρόεδρος ὁ κ. Λαζαρίδης, γεν. γραμματεύς ὁ κ. Παπαδόπουλος, ταμίας ὁ κ. Ἰωαννίδης καί μέλη οἱ κ.κ. Κωνσταντινίδης, Δημητρίου καί Γεωργιάδης. Μετά τό πέρας τοῦ συνεδρίου οἱ σύνεδροι κατέθεσαν στεφάνους εἰς τό ἡρῷον. (686, 2027, 907, 2093)
crowd-figure-body (410, 1778, 429, 1845)
teachers-title: ΜΟΝΟΝ ΔΙΑ ΠΡΑΓΜΑΤΙΚΗΝ ΥΠΕΡΩΡΙΑΚΗΝ ΕΡΓΑΣΙΑΝ ΘΑ ΧΟΡΗΓΗΤΑΙ ΠΡΟΣΘΕΤΟΣ ΑΜΟΙΒΗ ΕΙΣ ΔΙΔΑΣΚΑΛΟΥΣ (1152, 1518, 1556, 1550)
crowd-figure-body (711, 1778, 731, 1845)
crowd-figure-body (726, 1724, 740, 1773)
social-section-text: Διαλύομε τούς ἀρραβῶνας τῆς δεσποινίδος καί τοῦ κυρίου διά λόγους ἀσυμφωνίας χαρακτήρων. (8, 346, 208, 365)
crowd-figure-head (840, 1764, 854, 1778)
crowd-figure-head (937, 1713, 947, 1723)
crowd-figure-head (686, 1822, 704, 1840)
crowd-figure-head (413, 1764, 426, 1778)
veterans-headline-block (220, 1465, 1137, 1508)
crowd-figure-body (625, 1778, 645, 1845)
meat-title: 45.000 ΤΟΝΝΟΙ ΚΑΤΕΨΥΓΜΕΝΟΥ ΚΡΕΑΤΟΣ ΕΙΣΑΓΟΝΤΑΙ ΚΑΤ' ΕΤΟΣ ΕΙΣ ΤΗΝ ΕΛΛΑΔΑ (1168, 1872, 1541, 1911)
column-rule (913, 2027, 914, 2325)
crowd-figure-head (639, 1713, 649, 1723)
thanks-text: Εὐχαριστοῦμε θερμῶς ὅσους μᾶς συμπαρεστάθησαν εἰς τό πένθος μας διά τόν θάνατον τοῦ προσφιλοῦς μας συζύγου καί πατρός. Ἡ σύζυγος, τά τέκνα, οἱ ἐγγονοί, οἱ συγγενεῖς. (8, 722, 208, 761)
crowd-figure-head (387, 1713, 397, 1723)
crowd-figure-head (1024, 1764, 1038, 1778)
crash-title: ΒΙΑΙΑ ΣΥΓΚΡΟΥΣΙΣ ΔΥΟ ΑΜΑΞΟΣΤΟΙΧΙΩΝ ΕΙΣ ΔΙΑΣΤΑΥΡΩΣΙΝ (996, 457, 1137, 498)
germans-text: ΑΘΗΝΑΙ, 28.— Ἤρχισεν εἰς τό ξενοδοχεῖον «Μεγάλη Βρεταννία» ἡ διάσκεψις ἡγετικῶν στελεχῶν τῶν ἑλληνικῶν καί γερμανικῶν ἐπιχειρήσεων διά τήν μελέτην οἰκονομικῶν προβλημάτων τῆς Ἑλλάδος καί τήν ἀνάπτυξιν τῶν ἐπενδύσεων. Τήν διάσκεψιν ἐχαιρέτισεν ὁ ὑπουργός Συντονισμοῦ. Ὁ ἐπικεφαλῆς τῆς γερμανικῆς ἀντιπροσωπείας ἐτόνισεν ὅτι ὑπάρχουν μεγάλαι δυνατότητες συνεργασίας εἰς τούς τομεῖς τῆς βιομηχανίας καί τοῦ τουρισμοῦ. (608, 1274, 1137, 1312)
crowd-figure-head (989, 1764, 1003, 1778)
crowd-figure-body (270, 1724, 283, 1773)
crowd-figure-body (604, 1841, 629, 1929)
crowd-figure-head (321, 1764, 335, 1778)
crowd-figure-head (568, 1764, 582, 1778)
allowance-text: ΑΘΗΝΑΙ, 28.— Οἱ ἀγροφύλακες τῆς χώρας διαμαρτύρονται διότι δέν τούς κατεβλήθη ἀκόμη τό ἐπίδομα ἀδείας τοῦ ἔτους. (421, 924, 598, 953)
social-section-text: Τήν ἐξαιρετικήν μου φίλη Γεωργία Ἀγγελοπούλου γιά τήν πρόοδον τῆς στήν ἐκπαίδευσιν ἐπιθυμῶ νά συγχαρῶ θερμῶς. Ἡ φίλη τῆς ΑΛΕΚΑ. (8, 292, 208, 321)
crowd-figure-head (1111, 1822, 1129, 1840)
crowd-figure-head (394, 1822, 412, 1840)
crowd-figure-head (1102, 1713, 1111, 1723)
social-section-title: Ὁ σύνδεσμος Ρασσέλ (8, 623, 184, 642)
crowd-figure-body (1002, 1724, 1015, 1773)
crowd-figure-head (228, 1764, 242, 1778)
ethiopia-title: ΚΑΙ Η ΑΙΘΙΟΠΙΑ ΑΠΕΚΤΗΣΕ ΤΗΛΕΟΡΑΣΙΝ (436, 818, 583, 842)
crowd-figure-head (257, 1764, 270, 1778)
crowd-figure-head (860, 1822, 878, 1840)
ethiopia-text: ΑΔΔΙΣ ΑΜΠΕΜΠΑ, 28. (Ρώυτερ).— Ἀπόψε ἐτέθη εἰς λειτουργίαν ὁ πρῶτος τηλεοπτικός σταθμός τῆς χώρας παρουσίᾳ τοῦ αὐτοκράτορος. (421, 852, 598, 890)
main-story-b: Ἀκολούθως ἐτελέσθη δοξολογία χοροστατοῦντος τοῦ Μητροπολίτου καί παρουσίᾳ τῶν ἀρχῶν. Ὁ καρδινάλιος ἐδήλωσεν ὅτι ἡ ἐπιστροφή τῆς κάρας ἀποτελεῖ ἔκφρασιν ἀδελφικῆς ἀγάπης μεταξύ τῶν δύο Ἐκκλησιῶν καί βῆμα πρός τήν προσέγγισιν. Αἱ τελεταί ἔληξαν μέ λιτανείαν ἀνά τάς κεντρικάς ὁδούς τῆς πόλεως, κατά τήν ὁποίαν ἐτηρήθη ἄκρα τάξις. (845, 218, 985, 321)
crowd-figure-head (547, 1713, 557, 1723)
crowd-figure-body (1061, 1841, 1087, 1929)
crowd-figure-body (702, 1724, 715, 1773)
social-section-text: Ὁ κ. Κυριάκος Βογιατζῆς (Ἀγίου Δημητρίου 126) δέν ἑορτάζει ἐφέτος. —Ὁ Κυριάκος Καλλιάδης δέν ἑορτάζει. —Ὁ κ. Κυριάκος Κοσμαρίκας δέν ἑορτάζει. —Ὁ κ. Κυριάκος Μανίδης δέν ἑορτάζει διότι θέλει ἐπισκέψεις. (8, 128, 208, 175)
veterans-headline: Τὸ παμβορειοελλαδικὸν συνέδριον πολεμιστῶν τοῦ (240, 1467, 1116, 1502)
crowd-figure-body (561, 1841, 586, 1929)
social-section-title: Συγχαρητήρια (8, 273, 125, 291)
plane-kicker: ΛΟΓΩ ΑΙΦΝΙΔΙΑΣ ΒΛΑΒΗΣ ΤΟΥ (1218, 331, 1491, 349)
phone-title: ΕΝΕΚΡΙΝΕ ΜΕΤΑ 47 ΕΤΗ ΤΗΝ ΤΗΛΕΦΩΝΙΚΗΝ ΣΥΝΔΕΣΙΝ ΠΕΛΑΤΟΥ (1005, 174, 1127, 225)
crowd-figure-head (1084, 1764, 1098, 1778)
column-rule (990, 12, 991, 1208)
section-rule (220, 1461, 1137, 1463)
crowd-figure-body (645, 1841, 670, 1929)
women-text: ΓΙΟΧΑΝΝΕΣΜΠΟΥΡΓΚ, 28.— Δώδεκα γυναῖκες ἐδέχθησαν ἐπίθεσιν κατά τήν διάρκειαν φεστιβάλ τζάζ. Ἡ ἀστυνομία συνέλαβε δεκαπέντε ὑπόπτους. (996, 406, 1137, 453)
plane-story (1149, 606, 1560, 853)
crowd-figure-body (502, 1778, 521, 1845)
crowd-figure-body (926, 1778, 946, 1845)
section-rule (1149, 325, 1560, 327)
crowd-figure-head (959, 1713, 969, 1723)
crowd-figure-body (939, 1841, 964, 1929)
crowd-figure-head (1004, 1713, 1013, 1723)
arrest-title: ΕΤΡΑΥΜΑΤΙΣΕ ΔΙΑ ΡΟΠΑΛΟΥ ΔΑΣΟΦΥΛΑΚΑ (996, 696, 1137, 724)
funeral-body: ἀποθανόντα χθές κηδεύομεν σήμερον 10 π.μ. ἐκ τῆς οἰκίας μας, Ἀγίου Δημητρίου 98 εἰς τόν Ἱερόν Ναόν Ἁγίου Νικολάου. Ἡ σύζυγος, τά τέκνα, οἱ ἀδελφοί, οἱ ἀνεψιοί καί λοιποί συγγενεῖς. Τήν προσφιλῆ μας μητέρα ΑΙΚΑΤΕΡΙΝΗ Ν. ΣΤΡΑΠΑΚΙΔΟΥ ἐτῶν 85 κηδεύομεν σήμερον 3 μ.μ. ἐκ τῆς οἰκίας μας εἰς τό Νεκροταφεῖον τῆς Ὀδοῦ Ξένης. Τά τέκνα, οἱ ἐγγονοί, τά δισέγγονα καί λοιποί συγγενεῖς. (8, 967, 208, 1043)
crowd-figure-head (1123, 1713, 1133, 1723)
veterans-col-1 (220, 2027, 441, 2325)
murder-story (1149, 1046, 1560, 1266)
main-story-body-2 (804, 554, 985, 1201)
crowd-figure-body (1121, 1724, 1135, 1773)
crowd-figure-body (587, 1778, 607, 1845)
crowd-figure-body (810, 1841, 836, 1929)
social-section-text: Σεβόμενοι ἐπιθυμίαν τοῦ ἀνδρός ἐκφράζομεν εὐχαριστίας εἰς τούς γιατρούς καί τό προσωπικόν τῆς κλινικῆς διά τήν πρόθυμον καί στοργικήν φροντίδα των. Ἡ οἰκογένεια ΤΣΟΥΡΗ. —Εὐχαριστοῦμε θερμῶς τόν κ. Ἰωάννην Καραΐσκον διά τήν εὐσυνείδητον ἐργασίαν του καί τήν ἐπιτυχή ἐγχείρησιν. Βασιλικής Καραγιαννίδη. (8, 201, 208, 267)
section-rule (1149, 857, 1560, 859)
veterans-text-4: ΑΛΛΟΙ ΟΜΙΛΗΤΑΙ — Ὡμίλησαν ἐπίσης ὁ πρόεδρος τοῦ Συνδέσμου Ἐφέδρων Ἀξιωματικῶν, ὁ πρόεδρος τῆς Ἑνώσεως Ἀναπήρων Πολέμου καί ἀντιπρόσωποι τῶν συλλόγων Κοζάνης, Φλωρίνης, Καστοριᾶς, Δράμας, Καβάλας, Ξάνθης καί Κομοτηνῆς, οἱ ὁποῖοι ἐτόνισαν τήν ἀνάγκην ἑνότητος ὅλων τῶν πολεμιστῶν. (919, 2027, 1137, 2083)
cardinal-photo (421, 218, 839, 533)
crowd-figure-head (438, 1764, 452, 1778)
main-story-body (608, 554, 794, 1201)
crowd-figure-body (384, 1724, 398, 1773)
crowd-figure-head (1031, 1713, 1041, 1723)
crowd-figure-head (845, 1713, 855, 1723)
gioha-title: ΕΙΣ ΓΙΟΧΑΝΝΕΣΜΠΟΥΡΓΚ (996, 346, 1137, 362)
crowd-figure-head (814, 1822, 832, 1840)
crowd-figure-head (376, 1764, 390, 1778)
plane-subhead: ΟΥΔΕΙΣ ΤΩΝ 89 ΕΠΙΒΑΤΩΝ ΕΠΑΘΕ ΤΙ (1149, 576, 1560, 600)
crowd-figure-body (1081, 1778, 1101, 1845)
